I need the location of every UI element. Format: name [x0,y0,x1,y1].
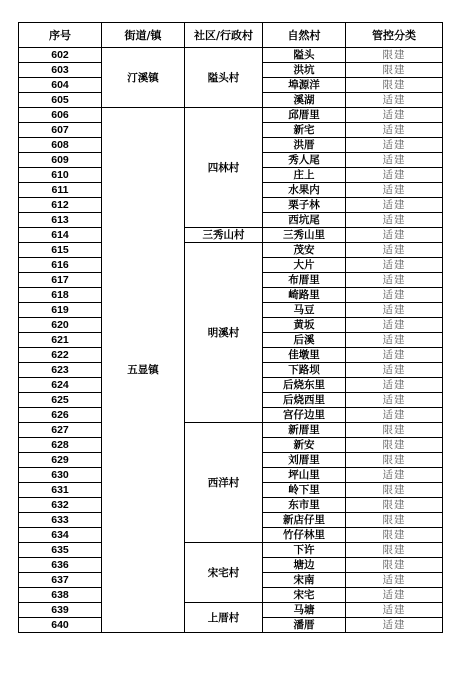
seq-number-cell: 617 [19,273,102,288]
control-category-cell: 适建 [346,198,443,213]
seq-number-cell: 624 [19,378,102,393]
natural-village-cell: 东市里 [263,498,346,513]
natural-village-cell: 后溪 [263,333,346,348]
seq-number-cell: 636 [19,558,102,573]
control-category-cell: 限建 [346,543,443,558]
seq-number-cell: 627 [19,423,102,438]
table-row [19,603,443,618]
header-community: 社区/行政村 [185,23,263,48]
natural-village-cell: 西坑尾 [263,213,346,228]
natural-village-cell: 宫仔边里 [263,408,346,423]
natural-village-cell: 后烧东里 [263,378,346,393]
natural-village-cell: 岭下里 [263,483,346,498]
control-category-cell: 适建 [346,153,443,168]
seq-number-cell: 626 [19,408,102,423]
community-cell: 隘头村 [185,48,263,108]
seq-number-cell: 616 [19,258,102,273]
natural-village-cell: 马豆 [263,303,346,318]
table-header-row [19,23,443,48]
control-category-cell: 适建 [346,363,443,378]
control-category-cell: 限建 [346,438,443,453]
natural-village-cell: 新店仔里 [263,513,346,528]
natural-village-cell: 竹仔林里 [263,528,346,543]
community-cell: 西洋村 [185,423,263,543]
table-row [19,243,443,258]
seq-number-cell: 603 [19,63,102,78]
seq-number-cell: 623 [19,363,102,378]
control-category-cell: 限建 [346,498,443,513]
control-category-cell: 限建 [346,483,443,498]
seq-number-cell: 638 [19,588,102,603]
seq-number-cell: 614 [19,228,102,243]
control-category-cell: 限建 [346,48,443,63]
natural-village-cell: 黄坂 [263,318,346,333]
table-row [19,423,443,438]
town-cell: 五显镇 [102,108,185,633]
seq-number-cell: 633 [19,513,102,528]
control-category-cell: 适建 [346,228,443,243]
control-category-cell: 适建 [346,183,443,198]
natural-village-cell: 新厝里 [263,423,346,438]
seq-number-cell: 613 [19,213,102,228]
header-town: 街道/镇 [102,23,185,48]
control-category-cell: 适建 [346,303,443,318]
town-cell: 汀溪镇 [102,48,185,108]
control-category-cell: 适建 [346,378,443,393]
natural-village-cell: 佳墩里 [263,348,346,363]
seq-number-cell: 629 [19,453,102,468]
header-village: 自然村 [263,23,346,48]
control-category-cell: 适建 [346,168,443,183]
community-cell: 三秀山村 [185,228,263,243]
control-category-cell: 适建 [346,333,443,348]
natural-village-cell: 邱厝里 [263,108,346,123]
table-body [19,48,443,633]
natural-village-cell: 洪坑 [263,63,346,78]
control-category-cell: 适建 [346,603,443,618]
natural-village-cell: 坪山里 [263,468,346,483]
control-category-cell: 适建 [346,618,443,633]
control-category-cell: 限建 [346,63,443,78]
table-row [19,48,443,63]
natural-village-cell: 新安 [263,438,346,453]
natural-village-cell: 宋宅 [263,588,346,603]
seq-number-cell: 619 [19,303,102,318]
seq-number-cell: 602 [19,48,102,63]
seq-number-cell: 609 [19,153,102,168]
control-category-cell: 限建 [346,528,443,543]
seq-number-cell: 635 [19,543,102,558]
natural-village-cell: 刘厝里 [263,453,346,468]
seq-number-cell: 637 [19,573,102,588]
seq-number-cell: 625 [19,393,102,408]
seq-number-cell: 612 [19,198,102,213]
seq-number-cell: 620 [19,318,102,333]
control-category-cell: 适建 [346,213,443,228]
control-category-cell: 适建 [346,393,443,408]
seq-number-cell: 628 [19,438,102,453]
seq-number-cell: 610 [19,168,102,183]
natural-village-cell: 大片 [263,258,346,273]
seq-number-cell: 640 [19,618,102,633]
natural-village-cell: 三秀山里 [263,228,346,243]
natural-village-cell: 潘厝 [263,618,346,633]
control-category-cell: 适建 [346,348,443,363]
control-category-cell: 适建 [346,408,443,423]
seq-number-cell: 639 [19,603,102,618]
seq-number-cell: 604 [19,78,102,93]
natural-village-cell: 宋南 [263,573,346,588]
control-category-cell: 适建 [346,468,443,483]
control-category-cell: 适建 [346,588,443,603]
seq-number-cell: 630 [19,468,102,483]
control-category-cell: 限建 [346,78,443,93]
natural-village-cell: 洪厝 [263,138,346,153]
header-seq: 序号 [19,23,102,48]
control-category-cell: 适建 [346,123,443,138]
seq-number-cell: 631 [19,483,102,498]
control-category-cell: 适建 [346,318,443,333]
seq-number-cell: 611 [19,183,102,198]
control-category-cell: 适建 [346,288,443,303]
seq-number-cell: 608 [19,138,102,153]
control-category-cell: 适建 [346,138,443,153]
natural-village-cell: 秀人尾 [263,153,346,168]
seq-number-cell: 634 [19,528,102,543]
natural-village-cell: 埠源洋 [263,78,346,93]
seq-number-cell: 606 [19,108,102,123]
natural-village-cell: 栗子林 [263,198,346,213]
header-control: 管控分类 [346,23,443,48]
control-category-cell: 限建 [346,423,443,438]
natural-village-cell: 崎路里 [263,288,346,303]
natural-village-cell: 茂安 [263,243,346,258]
natural-village-cell: 水果内 [263,183,346,198]
table-row [19,108,443,123]
control-category-cell: 适建 [346,273,443,288]
control-category-cell: 限建 [346,453,443,468]
control-category-cell: 适建 [346,573,443,588]
natural-village-cell: 下许 [263,543,346,558]
natural-village-cell: 下路坝 [263,363,346,378]
natural-village-cell: 庄上 [263,168,346,183]
community-cell: 宋宅村 [185,543,263,603]
village-control-table [18,22,443,633]
seq-number-cell: 621 [19,333,102,348]
seq-number-cell: 615 [19,243,102,258]
control-category-cell: 限建 [346,513,443,528]
control-category-cell: 适建 [346,258,443,273]
natural-village-cell: 后烧西里 [263,393,346,408]
community-cell: 上厝村 [185,603,263,633]
natural-village-cell: 新宅 [263,123,346,138]
community-cell: 明溪村 [185,243,263,423]
natural-village-cell: 溪湖 [263,93,346,108]
natural-village-cell: 隘头 [263,48,346,63]
control-category-cell: 限建 [346,558,443,573]
seq-number-cell: 632 [19,498,102,513]
seq-number-cell: 607 [19,123,102,138]
community-cell: 四林村 [185,108,263,228]
seq-number-cell: 618 [19,288,102,303]
natural-village-cell: 布厝里 [263,273,346,288]
table-row [19,543,443,558]
control-category-cell: 适建 [346,93,443,108]
seq-number-cell: 622 [19,348,102,363]
seq-number-cell: 605 [19,93,102,108]
table-row [19,228,443,243]
control-category-cell: 适建 [346,243,443,258]
natural-village-cell: 马塘 [263,603,346,618]
control-category-cell: 适建 [346,108,443,123]
natural-village-cell: 塘边 [263,558,346,573]
